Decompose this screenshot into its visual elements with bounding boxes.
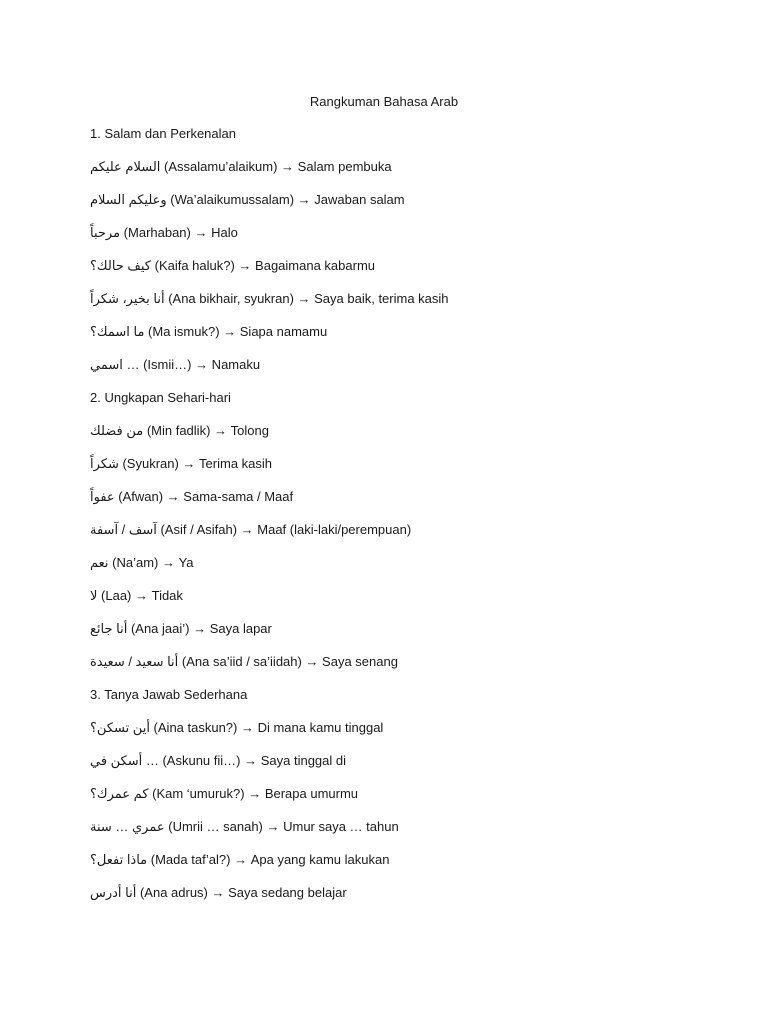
phrase-item: نعم (Na’am) → Ya	[90, 555, 194, 570]
section-heading: 3. Tanya Jawab Sederhana	[90, 687, 248, 702]
phrase-item: ماذا تفعل؟ (Mada taf’al?) → Apa yang kamu lakukan	[90, 852, 390, 867]
phrase-item: شكراً (Syukran) → Terima kasih	[90, 456, 273, 471]
phrase-item: كيف حالك؟ (Kaifa haluk?) → Bagaimana kabarmu	[90, 258, 376, 273]
phrase-item: مرحباً (Marhaban) → Halo	[90, 225, 238, 240]
phrase-item: اسمي … (Ismii…) → Namaku	[90, 357, 261, 372]
document-body	[90, 124, 690, 916]
phrase-item: السلام عليكم (Assalamu’alaikum) → Salam pembuka	[90, 159, 392, 174]
phrase-item: أسكن في … (Askunu fii…) → Saya tinggal di	[90, 753, 346, 768]
phrase-item: أنا جائع (Ana jaai’) → Saya lapar	[90, 621, 272, 636]
phrase-item: ما اسمك؟ (Ma ismuk?) → Siapa namamu	[90, 324, 328, 339]
document-title: Rangkuman Bahasa Arab	[309, 94, 459, 109]
phrase-item: من فضلك (Min fadlik) → Tolong	[90, 423, 269, 438]
phrase-item: أنا بخير، شكراً (Ana bikhair, syukran) → Saya baik, terima kasih	[90, 291, 449, 306]
phrase-item: لا (Laa) → Tidak	[90, 588, 183, 603]
phrase-item: أين تسكن؟ (Aina taskun?) → Di mana kamu tinggal	[90, 720, 384, 735]
phrase-item: عفواً (Afwan) → Sama-sama / Maaf	[90, 489, 294, 504]
phrase-item: آسف / آسفة (Asif / Asifah) → Maaf (laki-laki/perempuan)	[90, 522, 412, 537]
phrase-item: أنا سعيد / سعيدة (Ana sa’iid / sa’iidah) → Saya senang	[90, 654, 398, 669]
phrase-item: أنا أدرس (Ana adrus) → Saya sedang belajar	[90, 885, 347, 900]
section-heading: 2. Ungkapan Sehari-hari	[90, 390, 231, 405]
phrase-item: وعليكم السلام (Wa’alaikumussalam) → Jawaban salam	[90, 192, 405, 207]
section-heading: 1. Salam dan Perkenalan	[90, 126, 236, 141]
phrase-item: عمري … سنة (Umrii … sanah) → Umur saya … tahun	[90, 819, 399, 834]
phrase-item: كم عمرك؟ (Kam ‘umuruk?) → Berapa umurmu	[90, 786, 359, 801]
